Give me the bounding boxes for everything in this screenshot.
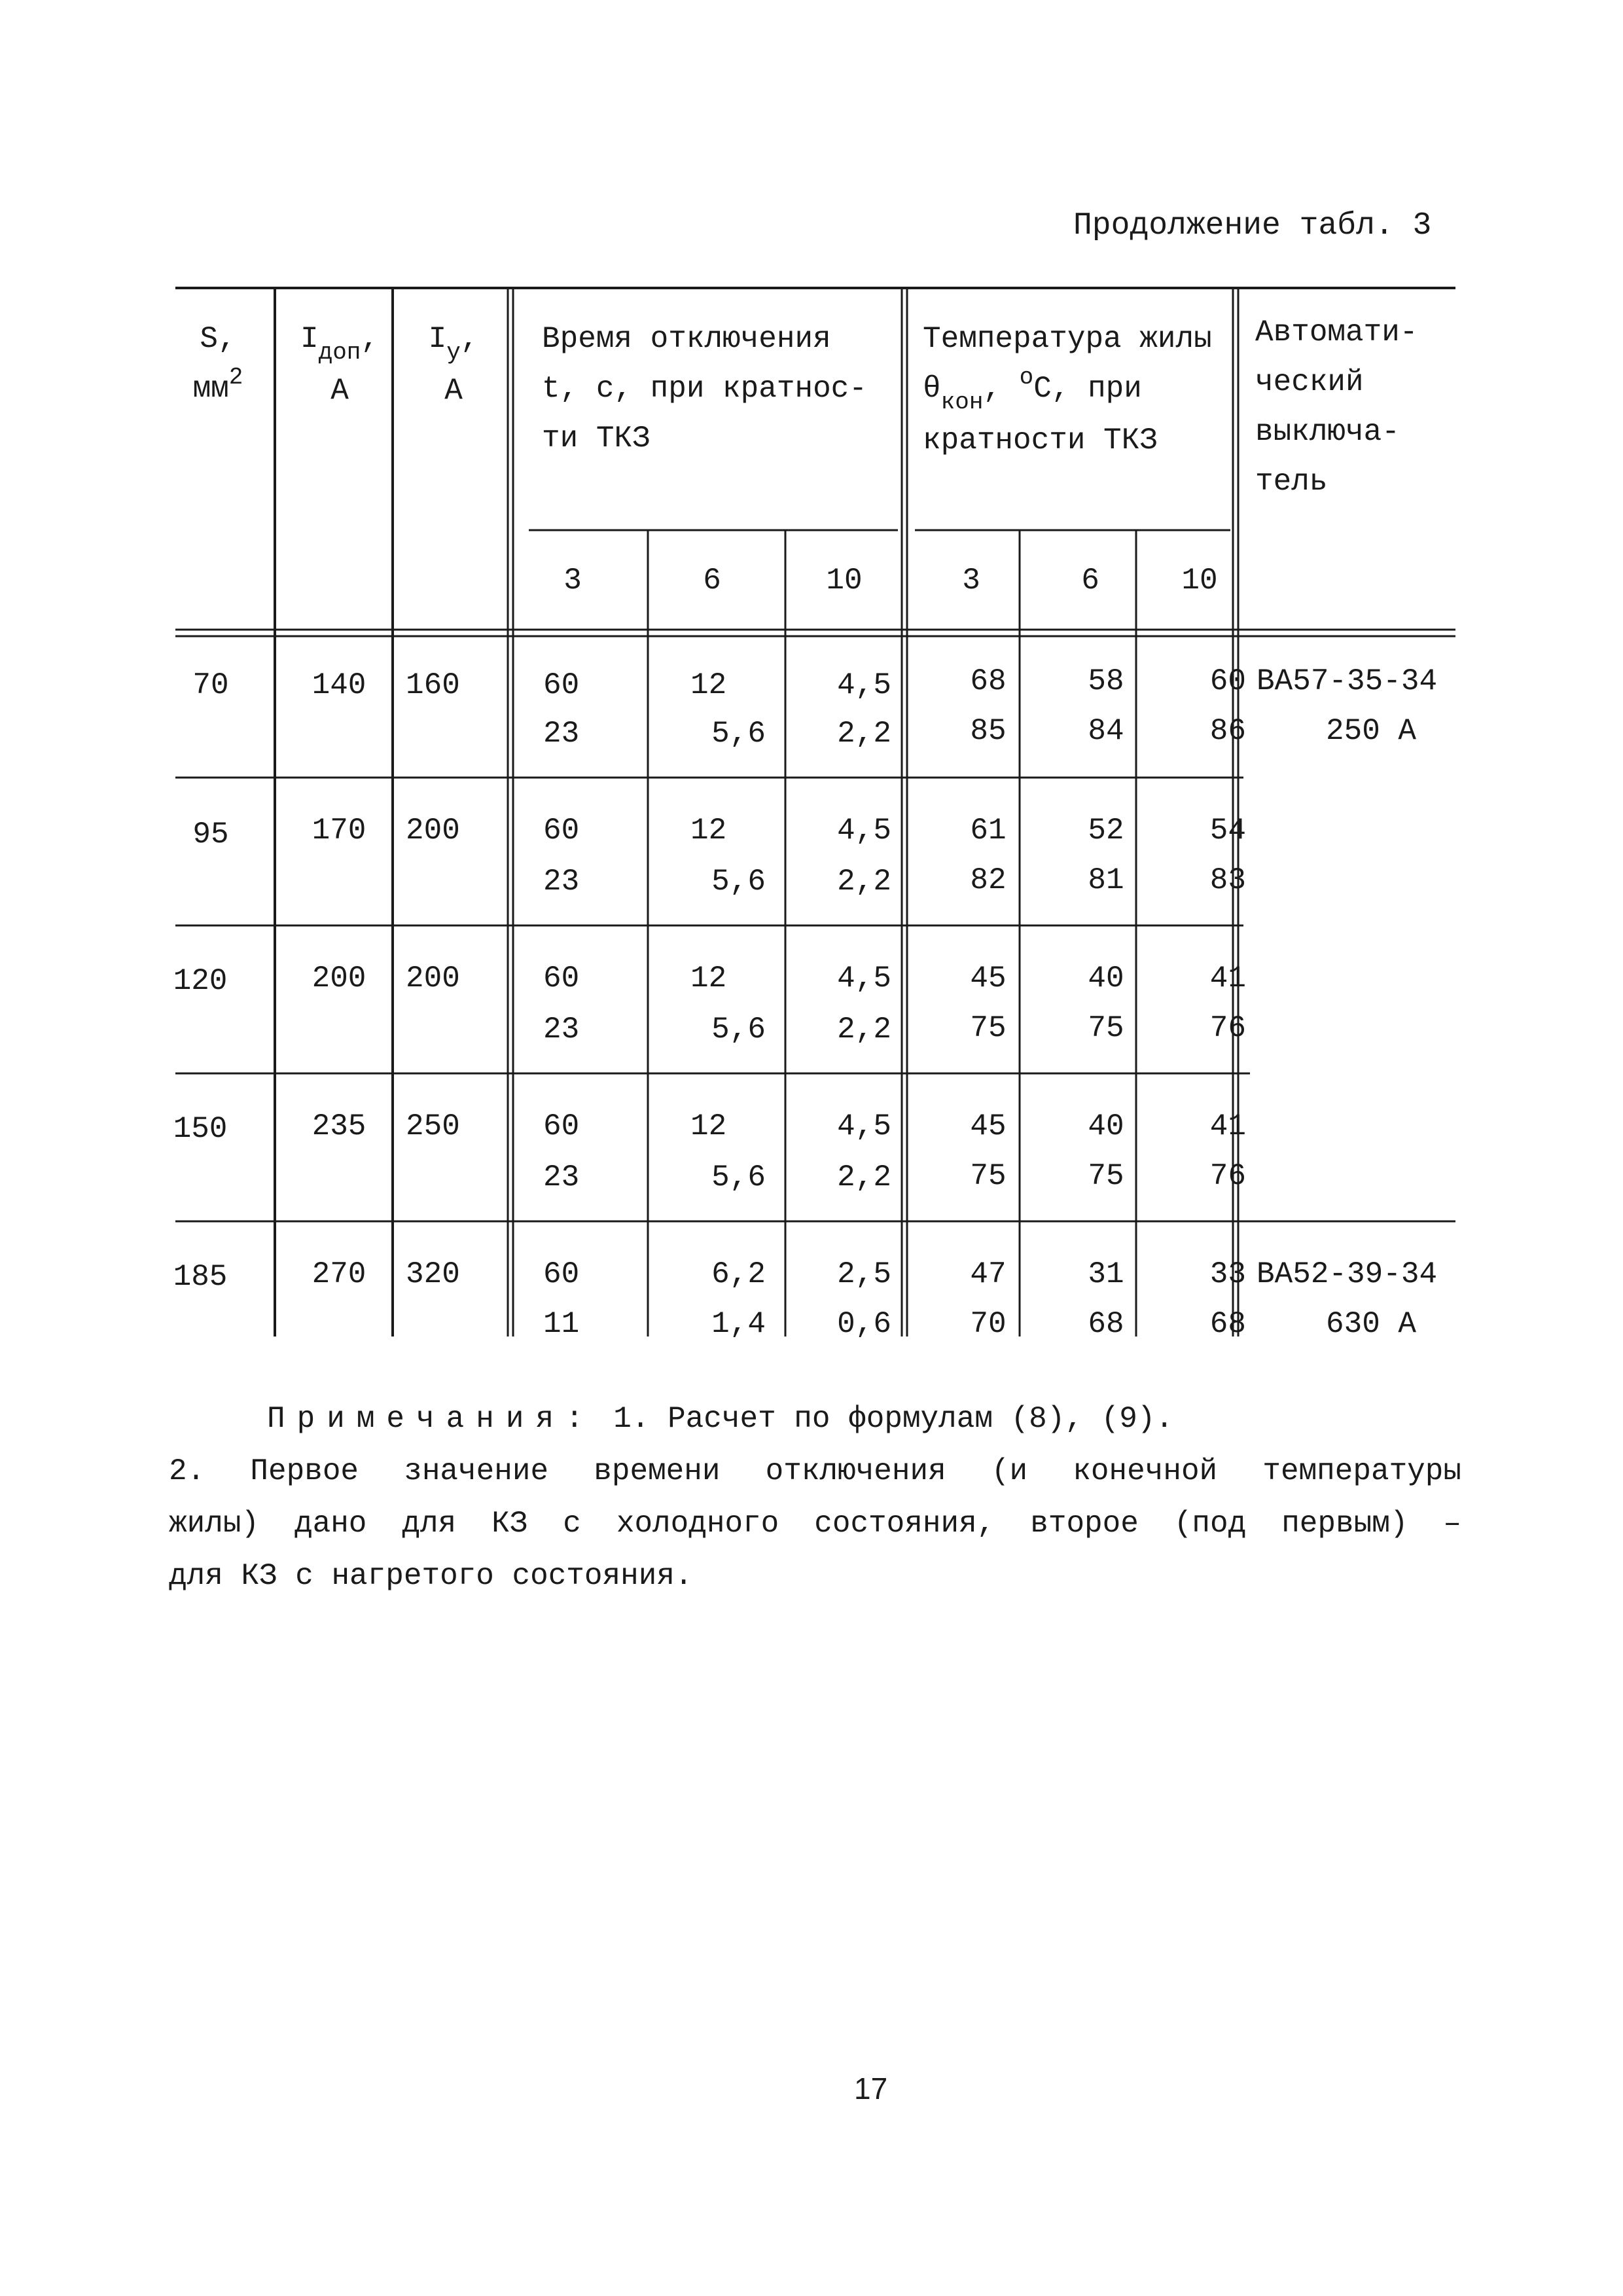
cell-breaker-model: ВА57-35-34 <box>1257 664 1438 698</box>
cell-time-10-cold: 2,5 <box>837 1257 891 1291</box>
cell-temp-3-cold: 45 <box>970 961 1007 996</box>
header-breaker-line: ческий <box>1255 365 1364 399</box>
subheader-time-mult-10: 10 <box>826 564 863 598</box>
cell-time-10-hot: 2,2 <box>837 717 891 751</box>
page-number: 17 <box>854 2072 888 2106</box>
cell-allowable-current: 235 <box>312 1109 366 1143</box>
header-s-unit: $мм^2$ <box>192 364 243 406</box>
cell-temp-3-hot: 85 <box>970 714 1007 748</box>
cell-cross-section: 70 <box>192 668 229 702</box>
subheader-temp-mult-3: 3 <box>962 564 980 598</box>
cell-time-10-cold: 4,5 <box>837 668 891 702</box>
cell-temp-6-cold: 58 <box>1088 664 1124 698</box>
cell-time-6-hot: 5,6 <box>711 865 766 899</box>
cell-time-6-cold: 12 <box>690 668 727 702</box>
cell-cross-section: 120 <box>173 964 228 998</box>
cell-temp-3-cold: 68 <box>970 664 1007 698</box>
cell-time-6-cold: 12 <box>690 961 727 996</box>
cell-temp-6-hot: 75 <box>1088 1159 1124 1193</box>
header-breaker-line: выключа- <box>1255 415 1400 449</box>
header-disconnect-time <box>542 314 867 463</box>
cell-time-6-cold: 12 <box>690 814 727 848</box>
cell-cross-section: 150 <box>173 1112 228 1146</box>
cell-time-10-cold: 4,5 <box>837 1109 891 1143</box>
cell-time-6-hot: 5,6 <box>711 1160 766 1194</box>
cell-temp-3-cold: 61 <box>970 814 1007 848</box>
header-time-line: Время отключения <box>542 322 831 356</box>
cell-temp-10-hot: 86 <box>1209 714 1246 748</box>
cell-temp-10-cold: 54 <box>1209 814 1246 848</box>
cell-cross-section: 95 <box>192 817 229 852</box>
cell-time-3-hot: 23 <box>543 865 580 899</box>
header-cross-section <box>169 314 267 416</box>
notes-item-2-line: для КЗ с нагретого состояния. <box>169 1559 693 1593</box>
cell-temp-10-cold: 33 <box>1209 1257 1246 1291</box>
cell-time-10-cold: 4,5 <box>837 961 891 996</box>
cell-allowable-current: 140 <box>312 668 366 702</box>
cell-temp-3-cold: 45 <box>970 1109 1007 1143</box>
cell-allowable-current: 200 <box>312 961 366 996</box>
cell-temp-3-hot: 75 <box>970 1011 1007 1045</box>
cell-time-10-cold: 4,5 <box>837 814 891 848</box>
cell-time-10-hot: 2,2 <box>837 1013 891 1047</box>
cell-temp-10-cold: 41 <box>1209 961 1246 996</box>
table-notes <box>169 1393 1461 1602</box>
cell-temp-10-cold: 41 <box>1209 1109 1246 1143</box>
cell-time-3-hot: 23 <box>543 1013 580 1047</box>
cell-time-3-cold: 60 <box>543 1257 580 1291</box>
notes-first-line <box>169 1393 1461 1445</box>
cell-temp-10-cold: 60 <box>1209 664 1246 698</box>
cell-temp-6-hot: 84 <box>1088 714 1124 748</box>
subheader-time-mult-6: 6 <box>703 564 721 598</box>
cell-setting-current: 320 <box>406 1257 460 1291</box>
cell-allowable-current: 170 <box>312 814 366 848</box>
cell-setting-current: 200 <box>406 961 460 996</box>
cell-time-6-cold: 12 <box>690 1109 727 1143</box>
notes-item-1: 1. Расчет по формулам (8), (9). <box>613 1402 1174 1436</box>
header-setting-current <box>398 314 509 416</box>
header-iy-symbol: $I_у$, <box>428 322 479 366</box>
header-idop-symbol: $I_{доп}$, <box>300 322 380 366</box>
cell-temp-6-cold: 31 <box>1088 1257 1124 1291</box>
header-circuit-breaker <box>1255 308 1418 507</box>
header-time-line: ти ТКЗ <box>542 422 651 456</box>
header-core-temperature <box>923 314 1212 465</box>
header-breaker-line: Автомати- <box>1255 315 1418 350</box>
header-temp-line: кратности ТКЗ <box>923 423 1158 457</box>
header-s-symbol: S, <box>200 322 236 356</box>
header-breaker-line: тель <box>1255 465 1328 499</box>
cell-setting-current: 160 <box>406 668 460 702</box>
cell-cross-section: 185 <box>173 1260 228 1294</box>
cell-time-3-cold: 60 <box>543 1109 580 1143</box>
header-temp-line: Температура жилы <box>923 322 1212 356</box>
cell-setting-current: 250 <box>406 1109 460 1143</box>
cell-time-6-hot: 1,4 <box>711 1307 766 1341</box>
cell-time-3-cold: 60 <box>543 668 580 702</box>
cell-temp-10-hot: 76 <box>1209 1159 1246 1193</box>
header-iy-unit: А <box>444 374 463 408</box>
cell-temp-10-hot: 68 <box>1209 1307 1246 1341</box>
header-idop-unit: А <box>330 374 349 408</box>
cell-breaker-model: ВА52-39-34 <box>1257 1257 1438 1291</box>
cell-time-6-cold: 6,2 <box>711 1257 766 1291</box>
cell-temp-3-hot: 70 <box>970 1307 1007 1341</box>
notes-label: Примечания: <box>267 1402 596 1436</box>
cell-temp-3-hot: 75 <box>970 1159 1007 1193</box>
notes-item-2-line: 2. Первое значение времени отключения (и конечной температуры <box>169 1454 1461 1488</box>
cell-breaker-rating: 250 А <box>1325 714 1417 748</box>
cell-time-6-hot: 5,6 <box>711 717 766 751</box>
cell-temp-6-cold: 52 <box>1088 814 1124 848</box>
cell-time-3-hot: 23 <box>543 1160 580 1194</box>
header-temp-symbol-line: $\theta_{кон}$, $^о$С, при <box>923 364 1142 416</box>
cell-setting-current: 200 <box>406 814 460 848</box>
cell-breaker-rating: 630 А <box>1325 1307 1417 1341</box>
notes-item-2-line: жилы) дано для КЗ с холодного состояния, второе (под первым) – <box>169 1507 1461 1541</box>
cell-temp-3-cold: 47 <box>970 1257 1007 1291</box>
cell-time-10-hot: 2,2 <box>837 1160 891 1194</box>
cell-time-3-hot: 23 <box>543 717 580 751</box>
header-time-line: t, с, при кратнос- <box>542 372 867 406</box>
subheader-temp-mult-10: 10 <box>1181 564 1218 598</box>
cell-time-6-hot: 5,6 <box>711 1013 766 1047</box>
table-continuation-title: Продолжение табл. 3 <box>1073 208 1432 243</box>
cell-time-10-hot: 2,2 <box>837 865 891 899</box>
subheader-time-mult-3: 3 <box>563 564 582 598</box>
cell-time-10-hot: 0,6 <box>837 1307 891 1341</box>
cell-temp-6-cold: 40 <box>1088 1109 1124 1143</box>
cell-temp-6-hot: 75 <box>1088 1011 1124 1045</box>
cell-temp-6-hot: 68 <box>1088 1307 1124 1341</box>
cell-time-3-hot: 11 <box>543 1307 580 1341</box>
cell-temp-10-hot: 83 <box>1209 863 1246 897</box>
cell-time-3-cold: 60 <box>543 814 580 848</box>
cell-temp-6-hot: 81 <box>1088 863 1124 897</box>
cell-allowable-current: 270 <box>312 1257 366 1291</box>
subheader-temp-mult-6: 6 <box>1081 564 1099 598</box>
cell-temp-6-cold: 40 <box>1088 961 1124 996</box>
cell-time-3-cold: 60 <box>543 961 580 996</box>
cell-temp-10-hot: 76 <box>1209 1011 1246 1045</box>
cell-temp-3-hot: 82 <box>970 863 1007 897</box>
header-allowable-current <box>277 314 402 416</box>
